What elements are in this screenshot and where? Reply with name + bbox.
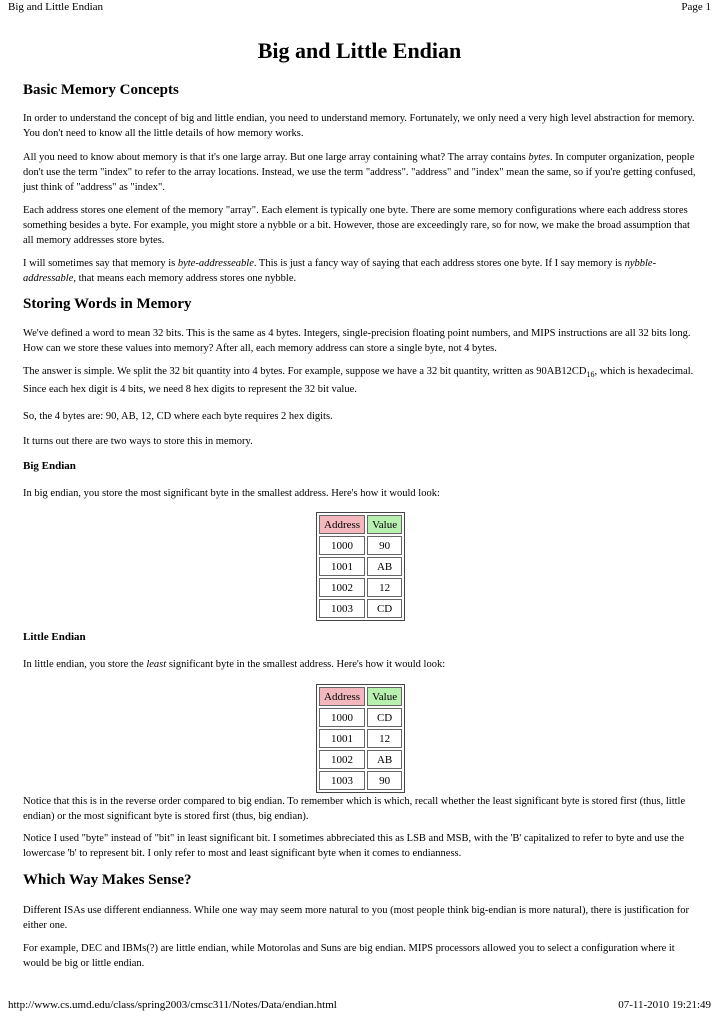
paragraph: Different ISAs use different endianness. While one way may seem more natural to you (most people think big-endian is more natural), there is justification for either one. — [23, 905, 689, 931]
paragraph: Each address stores one element of the memory "array". Each element is typically one byte. There are some memory configurations where each address stores something besides a byte. For example, you might store a nybble or a bit. However, those are exceedingly rare, so for now, we make the broad assumption that all memory addresses store bytes. — [23, 205, 690, 246]
paragraph: In big endian, you store the most significant byte in the smallest address. Here's how it would look: — [23, 488, 440, 499]
table-row — [319, 708, 402, 727]
address-header: Address — [319, 687, 365, 706]
page-title: Big and Little Endian — [257, 38, 462, 63]
value-cell: CD — [367, 599, 402, 618]
value-cell: AB — [367, 750, 402, 769]
value-cell: AB — [367, 557, 402, 576]
address-cell: 1001 — [319, 557, 365, 576]
paragraph: So, the 4 bytes are: 90, AB, 12, CD where each byte requires 2 hex digits. — [23, 411, 333, 422]
address-cell: 1000 — [319, 708, 365, 727]
value-cell: 90 — [367, 771, 402, 790]
table-row — [319, 729, 402, 748]
paragraph: It turns out there are two ways to store this in memory. — [23, 436, 253, 447]
value-header: Value — [367, 687, 402, 706]
paragraph: All you need to know about memory is that it's one large array. But one large array containing what? The array contains bytes. In computer organization, people don't use the term "index" to refer to the array locations. Instead, we use the term "address". "address" and "index" mean the same, so if you're getting confused, just think of "address" as "index". — [23, 152, 696, 193]
address-cell: 1003 — [319, 599, 365, 618]
table-row — [319, 771, 402, 790]
address-cell: 1002 — [319, 750, 365, 769]
paragraph: The answer is simple. We split the 32 bit quantity into 4 bytes. For example, suppose we have a 32 bit quantity, written as $90AB12CD_{16}$, which is hexadecimal. Since each hex digit is 4 bits, we need 8 hex digits to represent the 32 bit value. — [23, 366, 694, 395]
print-footer-url: http://www.cs.umd.edu/class/spring2003/cmsc311/Notes/Data/endian.html — [8, 999, 337, 1011]
paragraph: Notice that this is in the reverse order compared to big endian. To remember which is which, recall whether the least significant byte is stored first (thus, little endian) or the most significant byte is stored first (thus, big endian). — [23, 796, 686, 822]
table-header-row — [319, 687, 402, 706]
little-endian-table — [316, 684, 405, 793]
table-row — [319, 750, 402, 769]
address-header: Address — [319, 515, 365, 534]
value-cell: 12 — [367, 729, 402, 748]
subheading-big-endian: Big Endian — [23, 460, 76, 472]
address-cell: 1003 — [319, 771, 365, 790]
table-row — [319, 599, 402, 618]
address-cell: 1002 — [319, 578, 365, 597]
value-header: Value — [367, 515, 402, 534]
paragraph: Notice I used "byte" instead of "bit" in least significant bit. I sometimes abbreciated this as LSB and MSB, with the 'B' capitalized to refer to byte and use the lowercase 'b' to represent bit. I only refer to most and least significant byte when it comes to endianness. — [23, 833, 684, 859]
print-footer-datetime: 07-11-2010 19:21:49 — [618, 999, 711, 1011]
paragraph: For example, DEC and IBMs(?) are little endian, while Motorolas and Suns are big endian. MIPS processors allowed you to select a configuration where it would be big or little endian. — [23, 943, 675, 969]
address-cell: 1000 — [319, 536, 365, 555]
paragraph: I will sometimes say that memory is byte-addresseable. This is just a fancy way of saying that each address stores one byte. If I say memory is nybble-addressable, that means each memory address stores one nybble. — [23, 258, 657, 284]
paragraph: We've defined a word to mean 32 bits. This is the same as 4 bytes. Integers, single-precision floating point numbers, and MIPS instructions are all 32 bits long. How can we store these values into memory? After all, each memory address can store a single byte, not 4 bytes. — [23, 328, 691, 354]
table-row — [319, 536, 402, 555]
value-cell: CD — [367, 708, 402, 727]
paragraph: In order to understand the concept of big and little endian, you need to understand memory. Fortunately, we only need a very high level abstraction for memory. You don't need to know all the little details of how memory works. — [23, 113, 695, 139]
print-header-title: Big and Little Endian — [8, 1, 104, 13]
table-row — [319, 557, 402, 576]
value-cell: 12 — [367, 578, 402, 597]
table-header-row — [319, 515, 402, 534]
paragraph: In little endian, you store the least significant byte in the smallest address. Here's how it would look: — [23, 659, 446, 670]
print-header-page: Page 1 — [681, 1, 711, 13]
big-endian-table — [316, 512, 405, 621]
table-row — [319, 578, 402, 597]
value-cell: 90 — [367, 536, 402, 555]
section-heading-which-way: Which Way Makes Sense? — [23, 872, 192, 888]
subheading-little-endian: Little Endian — [23, 631, 86, 643]
section-heading-basic-memory: Basic Memory Concepts — [23, 82, 179, 98]
section-heading-storing-words: Storing Words in Memory — [23, 296, 192, 312]
address-cell: 1001 — [319, 729, 365, 748]
